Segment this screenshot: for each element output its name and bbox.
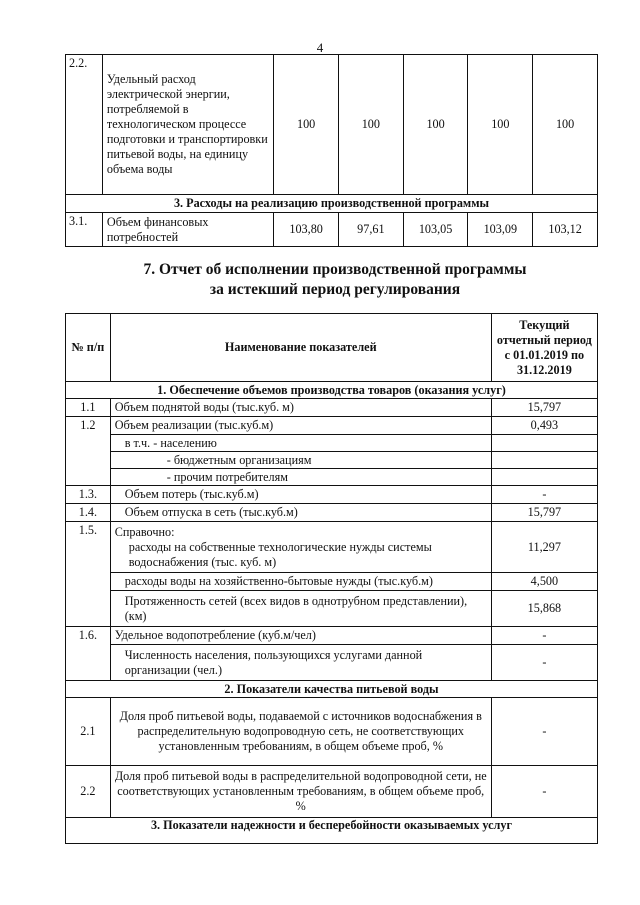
indicator-value: 11,297 xyxy=(491,522,597,573)
row-index: 3.1. xyxy=(66,213,103,247)
indicator-value: - xyxy=(491,766,597,818)
reference-label: Справочно: xyxy=(114,524,175,539)
value-cell: 100 xyxy=(274,55,339,195)
report-title xyxy=(0,260,640,300)
indicator-name: Удельный расход электрической энергии, потребляемой в технологическом процессе подготовки и транспортировки питьевой воды, на единицу объема воды xyxy=(102,55,273,195)
row-number: 1.6. xyxy=(66,627,111,681)
report-title-line2: за истекший период регулирования xyxy=(209,281,461,298)
section-row xyxy=(66,818,598,844)
table-row xyxy=(66,452,598,469)
value-cell: 103,09 xyxy=(468,213,533,247)
indicator-value: 15,868 xyxy=(491,591,597,627)
section-heading: 1. Обеспечение объемов производства товаров (оказания услуг) xyxy=(66,382,598,399)
section-row xyxy=(66,681,598,698)
table-row xyxy=(66,591,598,627)
table-row xyxy=(66,399,598,417)
row-number: 1.5. xyxy=(66,522,111,627)
table-row xyxy=(66,573,598,591)
production-program-report-table xyxy=(65,313,598,844)
table-row xyxy=(66,417,598,435)
indicator-value: - xyxy=(491,627,597,645)
indicator-name: Объем отпуска в сеть (тыс.куб.м) xyxy=(110,504,491,522)
indicator-value: 15,797 xyxy=(491,504,597,522)
row-number: 1.2 xyxy=(66,417,111,486)
indicator-name: Объем реализации (тыс.куб.м) xyxy=(110,417,491,435)
table-row xyxy=(66,435,598,452)
table-row xyxy=(66,645,598,681)
indicator-value xyxy=(491,435,597,452)
reference-text: расходы на собственные технологические нужды системы водоснабжения (тыс. куб. м) xyxy=(128,539,432,569)
indicator-name: Удельное водопотребление (куб.м/чел) xyxy=(110,627,491,645)
indicator-name: - бюджетным организациям xyxy=(110,452,491,469)
continued-indicators-table xyxy=(65,54,598,247)
indicator-value: - xyxy=(491,645,597,681)
indicator-value: - xyxy=(491,698,597,766)
indicator-name: - прочим потребителям xyxy=(110,469,491,486)
table-row xyxy=(66,486,598,504)
report-title-line1: 7. Отчет об исполнении производственной программы xyxy=(143,261,527,278)
table-row xyxy=(66,469,598,486)
value-cell: 100 xyxy=(533,55,598,195)
header-number: № п/п xyxy=(66,314,111,382)
value-cell: 97,61 xyxy=(339,213,404,247)
value-cell: 103,80 xyxy=(274,213,339,247)
value-cell: 103,05 xyxy=(403,213,468,247)
value-cell: 103,12 xyxy=(533,213,598,247)
indicator-value: 0,493 xyxy=(491,417,597,435)
table-row xyxy=(66,213,598,247)
indicator-name: Протяженность сетей (всех видов в однотрубном представлении), (км) xyxy=(110,591,491,627)
section-row xyxy=(66,382,598,399)
indicator-name: Объем поднятой воды (тыс.куб. м) xyxy=(110,399,491,417)
table-row xyxy=(66,698,598,766)
value-cell: 100 xyxy=(468,55,533,195)
indicator-name: Объем потерь (тыс.куб.м) xyxy=(110,486,491,504)
indicator-value xyxy=(491,452,597,469)
indicator-value xyxy=(491,469,597,486)
header-row xyxy=(66,314,598,382)
row-number: 1.4. xyxy=(66,504,111,522)
indicator-name xyxy=(110,522,491,573)
indicator-name: Доля проб питьевой воды, подаваемой с источников водоснабжения в распределительную водопроводную сеть, не соответствующих установленным требованиям, в общем объеме проб, % xyxy=(110,698,491,766)
table-row xyxy=(66,504,598,522)
table-row xyxy=(66,55,598,195)
row-number: 1.1 xyxy=(66,399,111,417)
indicator-name: в т.ч. - населению xyxy=(110,435,491,452)
section-heading: 3. Расходы на реализацию производственной программы xyxy=(66,195,598,213)
indicator-name: расходы воды на хозяйственно-бытовые нужды (тыс.куб.м) xyxy=(110,573,491,591)
table-row xyxy=(66,522,598,573)
page-number: 4 xyxy=(316,40,324,55)
table-row xyxy=(66,766,598,818)
section-heading: 2. Показатели качества питьевой воды xyxy=(66,681,598,698)
table-row xyxy=(66,627,598,645)
indicator-value: 15,797 xyxy=(491,399,597,417)
header-period: Текущий отчетный период с 01.01.2019 по 31.12.2019 xyxy=(491,314,597,382)
indicator-name: Объем финансовых потребностей xyxy=(102,213,273,247)
indicator-value: - xyxy=(491,486,597,504)
row-index: 2.2. xyxy=(66,55,103,195)
indicator-name: Численность населения, пользующихся услугами данной организации (чел.) xyxy=(110,645,491,681)
section-heading: 3. Показатели надежности и бесперебойности оказываемых услуг xyxy=(66,818,598,844)
row-number: 2.2 xyxy=(66,766,111,818)
section-row xyxy=(66,195,598,213)
value-cell: 100 xyxy=(403,55,468,195)
header-indicator-name: Наименование показателей xyxy=(110,314,491,382)
row-number: 2.1 xyxy=(66,698,111,766)
value-cell: 100 xyxy=(339,55,404,195)
indicator-value: 4,500 xyxy=(491,573,597,591)
indicator-name: Доля проб питьевой воды в распределительной водопроводной сети, не соответствующих установленным требованиям, в общем объеме проб, % xyxy=(110,766,491,818)
row-number: 1.3. xyxy=(66,486,111,504)
